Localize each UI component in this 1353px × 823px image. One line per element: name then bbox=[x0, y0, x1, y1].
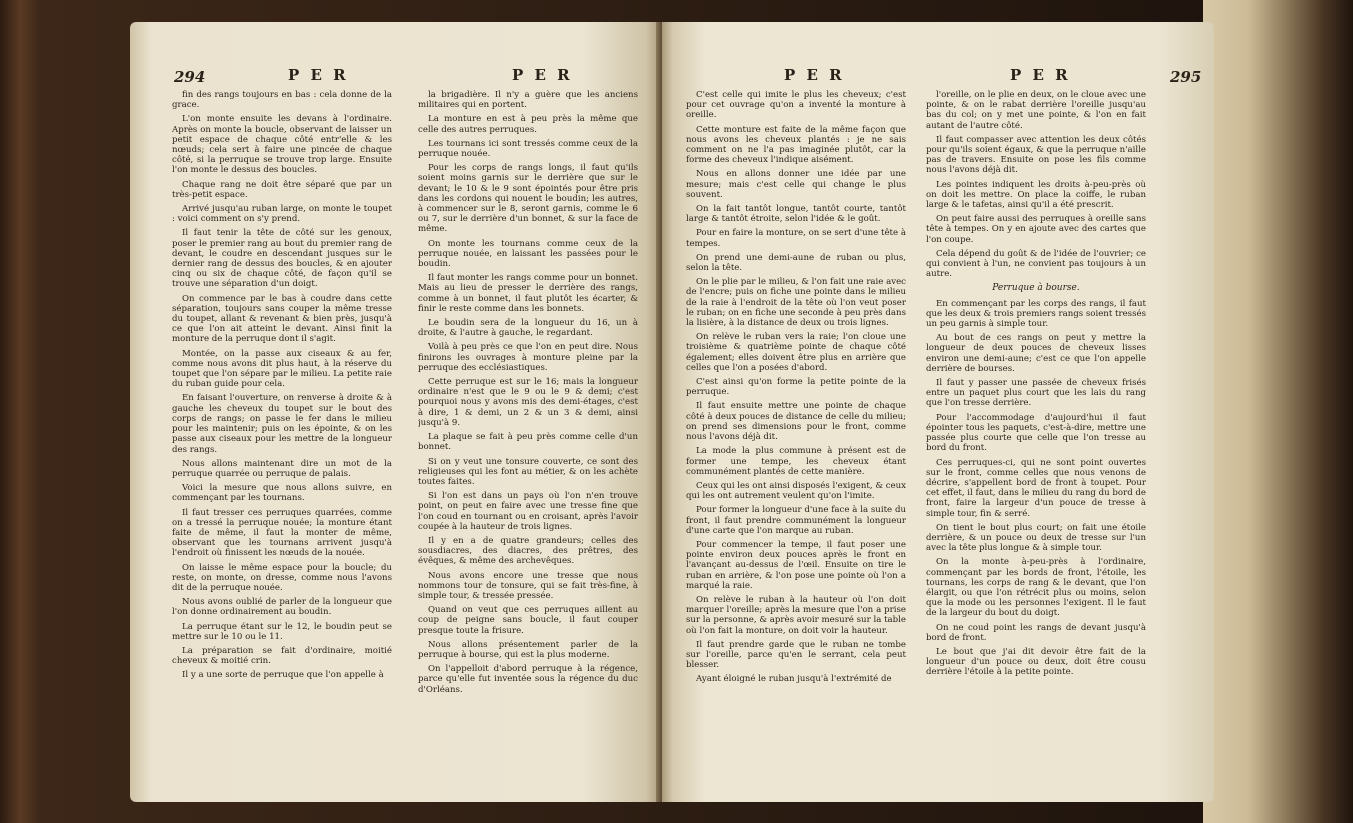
paragraph: Nous avons encore une tresse que nous nommons tour de tonsure, qui se fait très-fine, à simple tour, & tressée pressée. bbox=[418, 570, 638, 601]
paragraph: On monte les tournans comme ceux de la perruque nouée, en laissant les passées pour le boudin. bbox=[418, 238, 638, 270]
paragraph: On relève le ruban vers la raie; l'on cloue une troisième & quatrième pointe de chaque côté également; elles doivent être plus en arrière que celles que l'on a posées d'abord. bbox=[686, 332, 906, 373]
paragraph: Le bout que j'ai dit devoir être fait de la longueur d'un pouce ou deux, doit être cousu derrière l'étoile à la petite pointe. bbox=[926, 646, 1146, 678]
left-running-head-1: P E R bbox=[288, 66, 349, 84]
paragraph: Il faut prendre garde que le ruban ne tombe sur l'oreille, parce qu'en le serrant, cela peut blesser. bbox=[686, 639, 906, 671]
paragraph: Il faut tenir la tête de côté sur les genoux, poser le premier rang au bout du premier rang de devant, le coudre en descendant jusques sur le dernier rang de dessus des boucles, & en ajouter cinq ou six de chaque côté, de façon qu'il se trouve une séparation d'un doigt. bbox=[172, 228, 392, 290]
paragraph: Il faut tresser ces perruques quarrées, comme on a tressé la perruque nouée; la monture étant faite de même, il faut la monter de même, observant que les tournans arrivent jusqu'à l'endroit où finissent les nœuds de la nouée. bbox=[172, 507, 392, 559]
paragraph: La plaque se fait à peu près comme celle d'un bonnet. bbox=[418, 432, 638, 453]
paragraph: On peut faire aussi des perruques à oreille sans tête à tempes. On y en ajoute avec des cartes que l'on coupe. bbox=[926, 214, 1146, 245]
paragraph: Ces perruques-ci, qui ne sont point ouvertes sur le front, comme celles que nous venons de décrire, s'appellent bord de front à toupet. Pour cet effet, il faut, dans le milieu du rang du bord de front, faire la largeur d'un pouce de tresse à simple tour, fin & serré. bbox=[926, 457, 1146, 519]
paragraph: Cette monture est faite de la même façon que nous avons les cheveux plantés : je ne sais comment on ne l'a pas imaginée plutôt, car la forme des cheveux l'indique aisément. bbox=[686, 124, 906, 166]
paragraph: On la monte à-peu-près à l'ordinaire, commençant par les bords de front, l'étoile, les tournans, les corps de rang & le devant, que l'on élargit, ou que l'on rétrécit plus ou moins, selon que la mode ou les personnes l'exigent. Il le faut de la largeur du bout du doigt. bbox=[926, 557, 1146, 619]
paragraph: La mode la plus commune à présent est de former une tempe, les cheveux étant communément plantés de cette manière. bbox=[686, 446, 906, 477]
paragraph: La préparation se fait d'ordinaire, moitié cheveux & moitié crin. bbox=[172, 645, 392, 667]
paragraph: Au bout de ces rangs on peut y mettre la longueur de deux pouces de cheveux lisses environ une demi-aune; c'est ce que l'on appelle derrière de bourses. bbox=[926, 333, 1146, 374]
paragraph: Il faut ensuite mettre une pointe de chaque côté à deux pouces de distance de celle du milieu; on prend ses dimensions pour le front, comme nous l'avons déjà dit. bbox=[686, 401, 906, 443]
paragraph: Voici la mesure que nous allons suivre, en commençant par les tournans. bbox=[172, 483, 392, 504]
paragraph: On l'appelloit d'abord perruque à la régence, parce qu'elle fut inventée sous la régence du duc d'Orléans. bbox=[418, 664, 638, 695]
paragraph: C'est ainsi qu'on forme la petite pointe de la perruque. bbox=[686, 377, 906, 398]
right-running-head-1: P E R bbox=[784, 66, 845, 84]
paragraph: Pour en faire la monture, on se sert d'une tête à tempes. bbox=[686, 228, 906, 249]
page-edges-right bbox=[1203, 0, 1353, 823]
paragraph: On laisse le même espace pour la boucle; du reste, on monte, on dresse, comme nous l'avons dit de la perruque nouée. bbox=[172, 562, 392, 593]
paragraph: C'est celle qui imite le plus les cheveux; c'est pour cet ouvrage qu'on a inventé la monture à oreille. bbox=[686, 90, 906, 121]
paragraph: On prend une demi-aune de ruban ou plus, selon la tête. bbox=[686, 252, 906, 274]
paragraph: Quand on veut que ces perruques aillent au coup de peigne sans boucle, il faut couper presque toute la frisure. bbox=[418, 605, 638, 636]
paragraph: En faisant l'ouverture, on renverse à droite & à gauche les cheveux du toupet sur le bout des corps de rangs; on passe le fer dans le milieu pour les maintenir; puis on les épointe, & on les passe aux ciseaux pour les mettre de la longueur des rangs. bbox=[172, 393, 392, 455]
paragraph: Nous en allons donner une idée par une mesure; mais c'est celle qui change le plus souvent. bbox=[686, 169, 906, 200]
paragraph: En commençant par les corps des rangs, il faut que les deux & trois premiers rangs soient tressés un peu garnis à simple tour. bbox=[926, 298, 1146, 330]
paragraph: On tient le bout plus court; on fait une étoile derrière, & un pouce ou deux de tresse sur l'un avec la tête plus longue & à simple tour. bbox=[926, 522, 1146, 554]
paragraph: fin des rangs toujours en bas : cela donne de la grace. bbox=[172, 90, 392, 111]
paragraph: Il faut monter les rangs comme pour un bonnet. Mais au lieu de presser le derrière des rangs, comme à un bonnet, il faut plutôt les écarter, & finir le reste comme dans les bonnets. bbox=[418, 273, 638, 314]
paragraph: On le plie par le milieu, & l'on fait une raie avec de l'encre; puis on fiche une pointe dans le milieu de la raie à l'endroit de la tête où l'on veut poser le ruban; on en fiche une seconde à peu près dans la lisière, à la distance de deux ou trois lignes. bbox=[686, 277, 906, 329]
paragraph: Arrivé jusqu'au ruban large, on monte le toupet : voici comment on s'y prend. bbox=[172, 204, 392, 225]
left-page bbox=[130, 22, 662, 802]
paragraph: Nous allons maintenant dire un mot de la perruque quarrée ou perruque de palais. bbox=[172, 458, 392, 479]
left-running-head-2: P E R bbox=[512, 66, 573, 84]
left-column-2 bbox=[418, 90, 638, 802]
paragraph: Pour les corps de rangs longs, il faut qu'ils soient moins garnis sur le derrière que sur le devant; le 10 & le 9 sont épointés pour être pris dans les cordons qui nouent le boudin; les autres, à commencer sur le 8, seront garnis, comme le 6 ou 7, sur le derrière d'un bonnet, & sur la face de même. bbox=[418, 163, 638, 235]
left-column-1 bbox=[172, 90, 392, 802]
right-running-head-2: P E R bbox=[1010, 66, 1071, 84]
paragraph: Les tournans ici sont tressés comme ceux de la perruque nouée. bbox=[418, 138, 638, 160]
paragraph: Pour commencer la tempe, il faut poser une pointe environ deux pouces après le front en l'avançant au-dessus de l'œil. Ensuite on tire le ruban en arrière, & l'on pose une pointe où l'on a marqué la raie. bbox=[686, 539, 906, 591]
right-column-2 bbox=[926, 90, 1146, 802]
paragraph: Cette perruque est sur le 16; mais la longueur ordinaire n'est que le 9 ou le 9 & demi; c'est pourquoi nous y avons mis des demi-étages, c'est à dire, 1 & demi, un 2 & un 3 & demi, ainsi jusqu'à 9. bbox=[418, 377, 638, 428]
paragraph: Il y a une sorte de perruque que l'on appelle à bbox=[182, 670, 384, 681]
paragraph: Si l'on est dans un pays où l'on n'en trouve point, on peut en faire avec une tresse fine que l'on coud en tournant ou en croisant, après l'avoir coupée à la hauteur de trois lignes. bbox=[418, 491, 638, 532]
right-page bbox=[662, 22, 1214, 802]
paragraph: la brigadière. Il n'y a guère que les anciens militaires qui en portent. bbox=[418, 90, 638, 111]
paragraph: l'oreille, on le plie en deux, on le cloue avec une pointe, & on le rabat derrière l'oreille jusqu'au bas du col; on y met une pointe, & l'on en fait autant de l'autre côté. bbox=[926, 90, 1146, 131]
paragraph: Ceux qui les ont ainsi disposés l'exigent, & ceux qui les ont autrement veulent qu'on l'imite. bbox=[686, 480, 906, 502]
paragraph: On relève le ruban à la hauteur où l'on doit marquer l'oreille; après la mesure que l'on a prise sur la personne, & après avoir mesuré sur la table où l'on fait la monture, on doit voir la hauteur. bbox=[686, 594, 906, 636]
paragraph: Il y en a de quatre grandeurs; celles des sousdiacres, des diacres, des prêtres, des évêques, & même des archevêques. bbox=[418, 535, 638, 567]
paragraph: L'on monte ensuite les devans à l'ordinaire. Après on monte la boucle, observant de laisser un petit espace de chaque côté entr'elle & les nœuds; cela sert à faire une pincée de chaque côté, si la perruque se trouve trop large. Ensuite l'on monte le dessus des boucles. bbox=[172, 114, 392, 176]
paragraph: On ne coud point les rangs de devant jusqu'à bord de front. bbox=[926, 622, 1146, 643]
right-column-1 bbox=[686, 90, 906, 802]
right-page-number: 295 bbox=[1170, 68, 1202, 86]
section-heading: Perruque à bourse. bbox=[992, 283, 1080, 294]
paragraph: La monture en est à peu près la même que celle des autres perruques. bbox=[418, 114, 638, 135]
paragraph: La perruque étant sur le 12, le boudin peut se mettre sur le 10 ou le 11. bbox=[172, 621, 392, 642]
paragraph: Ayant éloigné le ruban jusqu'à l'extrémité de bbox=[696, 674, 892, 685]
paragraph: Pour l'accommodage d'aujourd'hui il faut épointer tous les paquets, c'est-à-dire, mettre une passée plus courte que celle que l'on tresse au bord du front. bbox=[926, 412, 1146, 454]
paragraph: Pour former la longueur d'une face à la suite du front, il faut prendre communément la longueur d'une carte que l'on marque au ruban. bbox=[686, 505, 906, 536]
paragraph: Montée, on la passe aux ciseaux & au fer, comme nous avons dit plus haut, à la réserve du toupet que l'on sépare par le milieu. La petite raie du ruban guide pour cela. bbox=[172, 348, 392, 390]
paragraph: Nous allons présentement parler de la perruque à bourse, qui est la plus moderne. bbox=[418, 639, 638, 660]
paragraph: On commence par le bas à coudre dans cette séparation, toujours sans couper la même tresse du toupet, allant & revenant & bien près, jusqu'à ce que l'on ait atteint le devant. Ainsi finit la monture de la perruque dont il s'agit. bbox=[172, 293, 392, 345]
paragraph: Cela dépend du goût & de l'idée de l'ouvrier; ce qui convient à l'un, ne convient pas toujours à un autre. bbox=[926, 248, 1146, 280]
paragraph: Si on y veut une tonsure couverte, ce sont des religieuses qui les font au métier, & on les achète toutes faites. bbox=[418, 456, 638, 487]
paragraph: Le boudin sera de la longueur du 16, un à droite, & l'autre à gauche, le regardant. bbox=[418, 318, 638, 339]
paragraph: On la fait tantôt longue, tantôt courte, tantôt large & tantôt étroite, selon l'idée & le goût. bbox=[686, 204, 906, 225]
paragraph: Il faut y passer une passée de cheveux frisés entre un paquet plus court que les lais du rang que l'on tresse derrière. bbox=[926, 378, 1146, 409]
paragraph: Voilà à peu près ce que l'on en peut dire. Nous finirons les ouvrages à monture pleine par la perruque des ecclésiastiques. bbox=[418, 342, 638, 373]
paragraph: Chaque rang ne doit être séparé que par un très-petit espace. bbox=[172, 179, 392, 200]
paragraph: Il faut compasser avec attention les deux côtés pour qu'ils soient égaux, & que la perruque n'aille pas de travers. Ensuite on pose les fils comme nous l'avons déjà dit. bbox=[926, 134, 1146, 176]
paragraph: Nous avons oublié de parler de la longueur que l'on donne ordinairement au boudin. bbox=[172, 597, 392, 618]
paragraph: Les pointes indiquent les droits à-peu-près où on doit les mettre. On place la coiffe, le ruban large & le tafetas, ainsi qu'il a été prescrit. bbox=[926, 179, 1146, 211]
left-page-number: 294 bbox=[174, 68, 206, 86]
